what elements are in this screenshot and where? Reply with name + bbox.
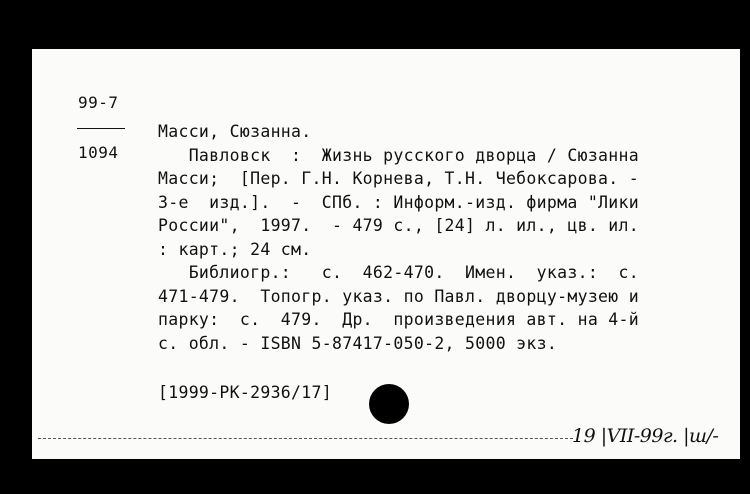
- record-line-note-index: 471-479. Топогр. указ. по Павл. дворцу-музею и: [158, 286, 639, 306]
- call-number-bottom: 1094: [78, 143, 119, 162]
- control-number: [1999-РК-2936/17]: [158, 383, 332, 402]
- call-number-top: 99-7: [78, 93, 119, 112]
- card-dashed-rule: [38, 438, 573, 439]
- call-number-divider: [77, 128, 125, 129]
- catalog-card: [32, 49, 740, 459]
- record-line-title: Павловск : Жизнь русского дворца / Сюзанна: [158, 145, 639, 165]
- card-punch-hole: [369, 384, 409, 424]
- record-line-publication: 3-е изд.]. - СПб. : Информ.-изд. фирма "Лики: [158, 192, 639, 212]
- record-line-responsibility: Масси; [Пер. Г.Н. Корнева, Т.Н. Чебоксарова. -: [158, 169, 639, 188]
- record-line-note-bibliography: Библиогр.: с. 462-470. Имен. указ.: с.: [158, 263, 639, 282]
- record-line-note-other: парку: с. 479. Др. произведения авт. на 4-й: [158, 310, 639, 329]
- record-line-isbn: с. обл. - ISBN 5-87417-050-2, 5000 экз.: [158, 333, 558, 353]
- bibliographic-record: [158, 120, 723, 355]
- record-line-extent: России", 1997. - 479 с., [24] л. ил., цв. ил.: [158, 216, 639, 235]
- record-line-dimensions: : карт.; 24 см.: [158, 239, 312, 259]
- record-line-author: Масси, Сюзанна.: [158, 122, 312, 141]
- handwritten-note: 19 |VII-99г. |ш/-: [572, 425, 719, 447]
